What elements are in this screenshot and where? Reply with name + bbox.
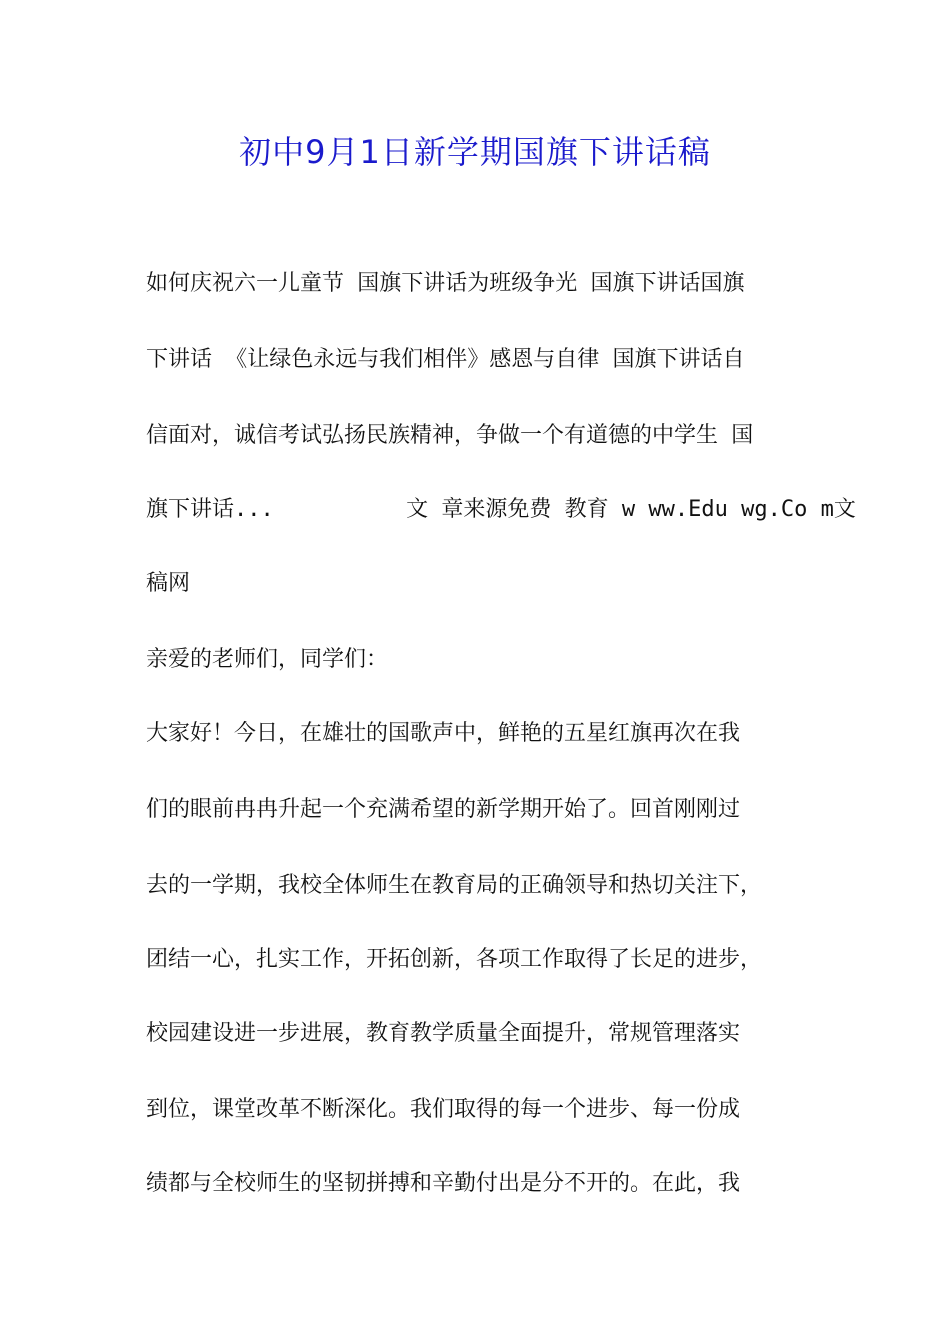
body-line-5: 稿网 <box>146 571 191 596</box>
body-line-7: 大家好！今日，在雄壮的国歌声中，鲜艳的五星红旗再次在我 <box>146 721 741 746</box>
body-line-2: 下讲话 《让绿色永远与我们相伴》感恩与自律 国旗下讲话自 <box>146 347 745 372</box>
document-title: 初中9月1日新学期国旗下讲话稿 <box>239 133 711 171</box>
body-line-11: 校园建设进一步进展，教育教学质量全面提升，常规管理落实 <box>146 1021 741 1046</box>
body-line-8: 们的眼前冉冉升起一个充满希望的新学期开始了。回首刚刚过 <box>146 797 741 822</box>
body-line-4: 旗下讲话... 文 章来源免费 教育 w ww.Edu wg.Co m文 <box>146 497 856 522</box>
body-line-3: 信面对，诚信考试弘扬民族精神，争做一个有道德的中学生 国 <box>146 423 754 448</box>
greeting-line: 亲爱的老师们，同学们： <box>146 647 389 672</box>
body-line-13: 绩都与全校师生的坚韧拼搏和辛勤付出是分不开的。在此，我 <box>146 1171 741 1196</box>
body-line-1: 如何庆祝六一儿童节 国旗下讲话为班级争光 国旗下讲话国旗 <box>146 271 745 296</box>
body-line-9: 去的一学期，我校全体师生在教育局的正确领导和热切关注下， <box>146 873 763 898</box>
body-line-12: 到位，课堂改革不断深化。我们取得的每一个进步、每一份成 <box>146 1097 741 1122</box>
body-line-10: 团结一心，扎实工作，开拓创新，各项工作取得了长足的进步， <box>146 947 763 972</box>
